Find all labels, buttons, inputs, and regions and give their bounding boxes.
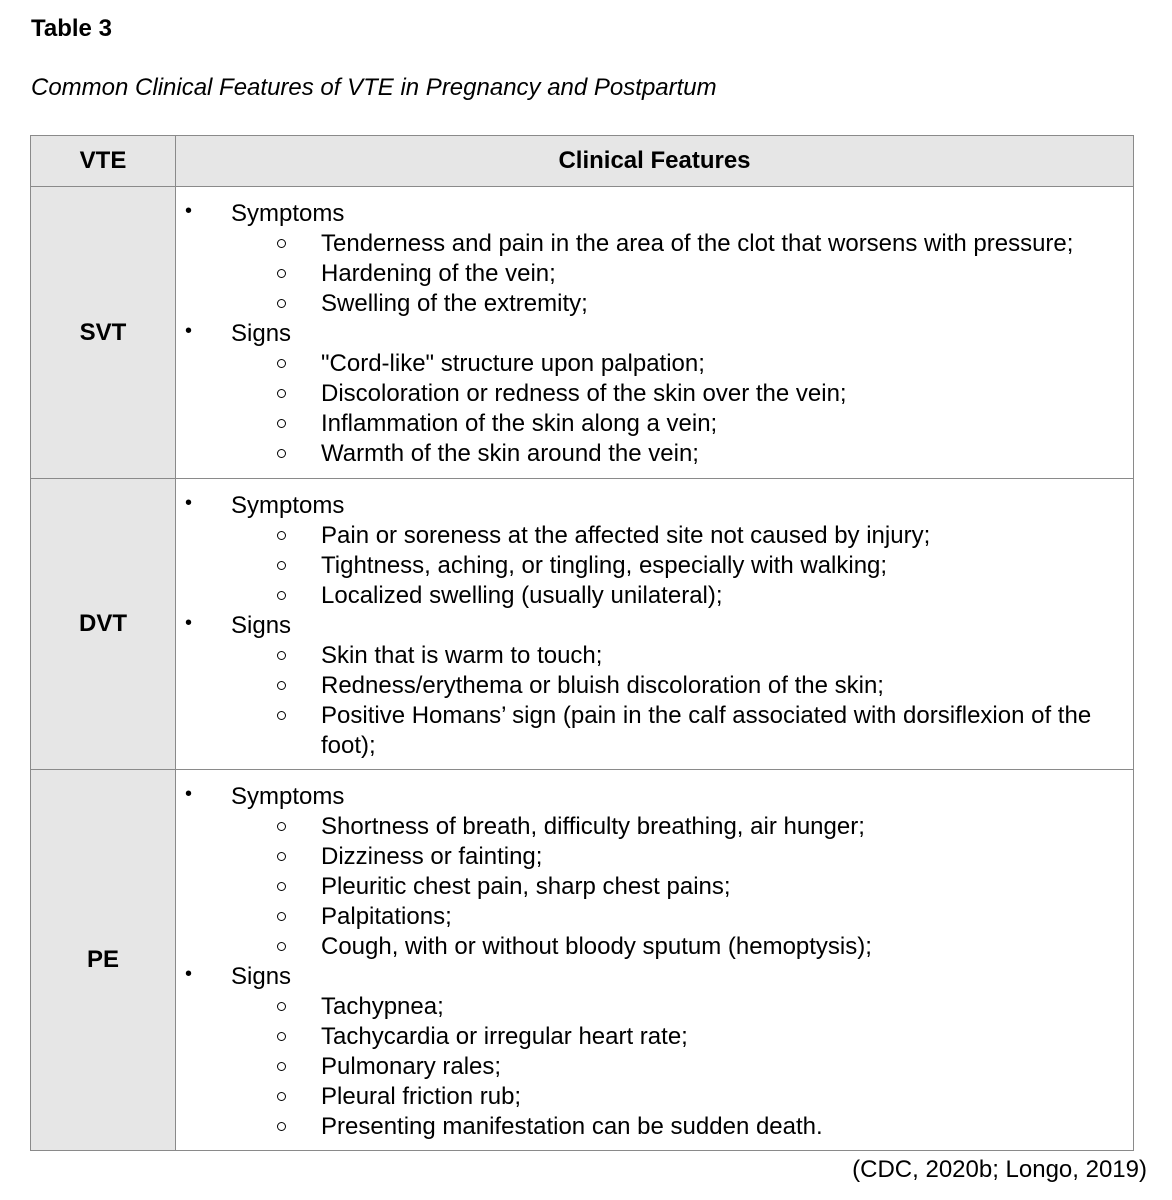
circle-bullet-icon	[277, 1122, 286, 1131]
list-item	[231, 229, 1123, 259]
bullet-icon: •	[185, 492, 193, 514]
circle-bullet-icon	[277, 419, 286, 428]
list-item	[231, 671, 1123, 701]
list-item	[231, 379, 1123, 409]
group-title: Signs	[231, 320, 292, 347]
list-item	[231, 349, 1123, 379]
list-item	[231, 1052, 1123, 1082]
list-item	[231, 932, 1123, 962]
list-item	[231, 902, 1123, 932]
circle-bullet-icon	[277, 1032, 286, 1041]
table-label: Table 3	[31, 15, 112, 42]
features-cell	[176, 187, 1134, 479]
item-text: "Cord-like" structure upon palpation;	[321, 350, 705, 377]
item-text: Redness/erythema or bluish discoloration of the skin;	[321, 672, 884, 699]
list-item	[231, 812, 1123, 842]
circle-bullet-icon	[277, 1092, 286, 1101]
circle-bullet-icon	[277, 449, 286, 458]
item-text: Tachypnea;	[321, 993, 444, 1020]
item-text: Shortness of breath, difficulty breathing, air hunger;	[321, 813, 865, 840]
item-text: Warmth of the skin around the vein;	[321, 440, 699, 467]
symptoms-group	[176, 782, 1123, 962]
item-text: Cough, with or without bloody sputum (hemoptysis);	[321, 933, 872, 960]
circle-bullet-icon	[277, 711, 286, 720]
circle-bullet-icon	[277, 912, 286, 921]
item-text: Localized swelling (usually unilateral);	[321, 582, 723, 609]
signs-group	[176, 319, 1123, 469]
circle-bullet-icon	[277, 651, 286, 660]
circle-bullet-icon	[277, 822, 286, 831]
circle-bullet-icon	[277, 1002, 286, 1011]
item-text: Hardening of the vein;	[321, 260, 556, 287]
item-text: Tightness, aching, or tingling, especially with walking;	[321, 552, 888, 579]
list-item	[231, 409, 1123, 439]
circle-bullet-icon	[277, 1062, 286, 1071]
list-item	[231, 439, 1123, 469]
circle-bullet-icon	[277, 299, 286, 308]
symptoms-group	[176, 491, 1123, 611]
list-item	[231, 289, 1123, 319]
signs-group	[176, 611, 1123, 761]
circle-bullet-icon	[277, 389, 286, 398]
table-caption: Common Clinical Features of VTE in Pregnancy and Postpartum	[31, 74, 717, 101]
header-vte: VTE	[31, 136, 176, 187]
item-text: Pleural friction rub;	[321, 1083, 522, 1110]
list-item	[231, 551, 1123, 581]
group-title: Symptoms	[231, 200, 345, 227]
item-text: Tachycardia or irregular heart rate;	[321, 1023, 688, 1050]
circle-bullet-icon	[277, 591, 286, 600]
list-item	[231, 521, 1123, 551]
circle-bullet-icon	[277, 531, 286, 540]
circle-bullet-icon	[277, 239, 286, 248]
table-row-svt	[31, 187, 1134, 479]
list-item	[231, 1112, 1123, 1142]
features-cell	[176, 770, 1134, 1151]
header-row	[31, 136, 1134, 187]
vte-name: SVT	[31, 187, 176, 479]
list-item	[231, 641, 1123, 671]
list-item	[231, 1022, 1123, 1052]
item-text: Tenderness and pain in the area of the clot that worsens with pressure;	[321, 230, 1074, 257]
list-item	[231, 872, 1123, 902]
circle-bullet-icon	[277, 681, 286, 690]
list-item	[231, 992, 1123, 1022]
clinical-features-table	[30, 135, 1134, 1151]
table-row-pe	[31, 770, 1134, 1151]
item-text: Discoloration or redness of the skin over the vein;	[321, 380, 847, 407]
circle-bullet-icon	[277, 942, 286, 951]
list-item	[231, 701, 1123, 761]
list-item	[231, 581, 1123, 611]
item-text: Swelling of the extremity;	[321, 290, 588, 317]
signs-group	[176, 962, 1123, 1142]
circle-bullet-icon	[277, 269, 286, 278]
group-title: Signs	[231, 612, 292, 639]
item-text: Inflammation of the skin along a vein;	[321, 410, 718, 437]
item-text: Palpitations;	[321, 903, 452, 930]
group-title: Symptoms	[231, 492, 345, 519]
item-text: Dizziness or fainting;	[321, 843, 543, 870]
list-item	[231, 259, 1123, 289]
item-text: Pain or soreness at the affected site not caused by injury;	[321, 522, 931, 549]
item-text: Pulmonary rales;	[321, 1053, 502, 1080]
list-item	[231, 1082, 1123, 1112]
features-cell	[176, 479, 1134, 770]
list-item	[231, 842, 1123, 872]
circle-bullet-icon	[277, 882, 286, 891]
circle-bullet-icon	[277, 852, 286, 861]
item-text: Positive Homans’ sign (pain in the calf associated with dorsiflexion of the foot);	[321, 702, 1092, 759]
table-row-dvt	[31, 479, 1134, 770]
item-text: Skin that is warm to touch;	[321, 642, 603, 669]
bullet-icon: •	[185, 320, 193, 342]
item-text: Pleuritic chest pain, sharp chest pains;	[321, 873, 731, 900]
group-title: Signs	[231, 963, 292, 990]
bullet-icon: •	[185, 783, 193, 805]
header-clinical-features: Clinical Features	[176, 136, 1134, 187]
vte-name: DVT	[31, 479, 176, 770]
bullet-icon: •	[185, 612, 193, 634]
item-text: Presenting manifestation can be sudden death.	[321, 1113, 823, 1140]
vte-name: PE	[31, 770, 176, 1151]
symptoms-group	[176, 199, 1123, 319]
group-title: Symptoms	[231, 783, 345, 810]
circle-bullet-icon	[277, 359, 286, 368]
circle-bullet-icon	[277, 561, 286, 570]
bullet-icon: •	[185, 200, 193, 222]
citation: (CDC, 2020b; Longo, 2019)	[852, 1156, 1147, 1183]
bullet-icon: •	[185, 963, 193, 985]
